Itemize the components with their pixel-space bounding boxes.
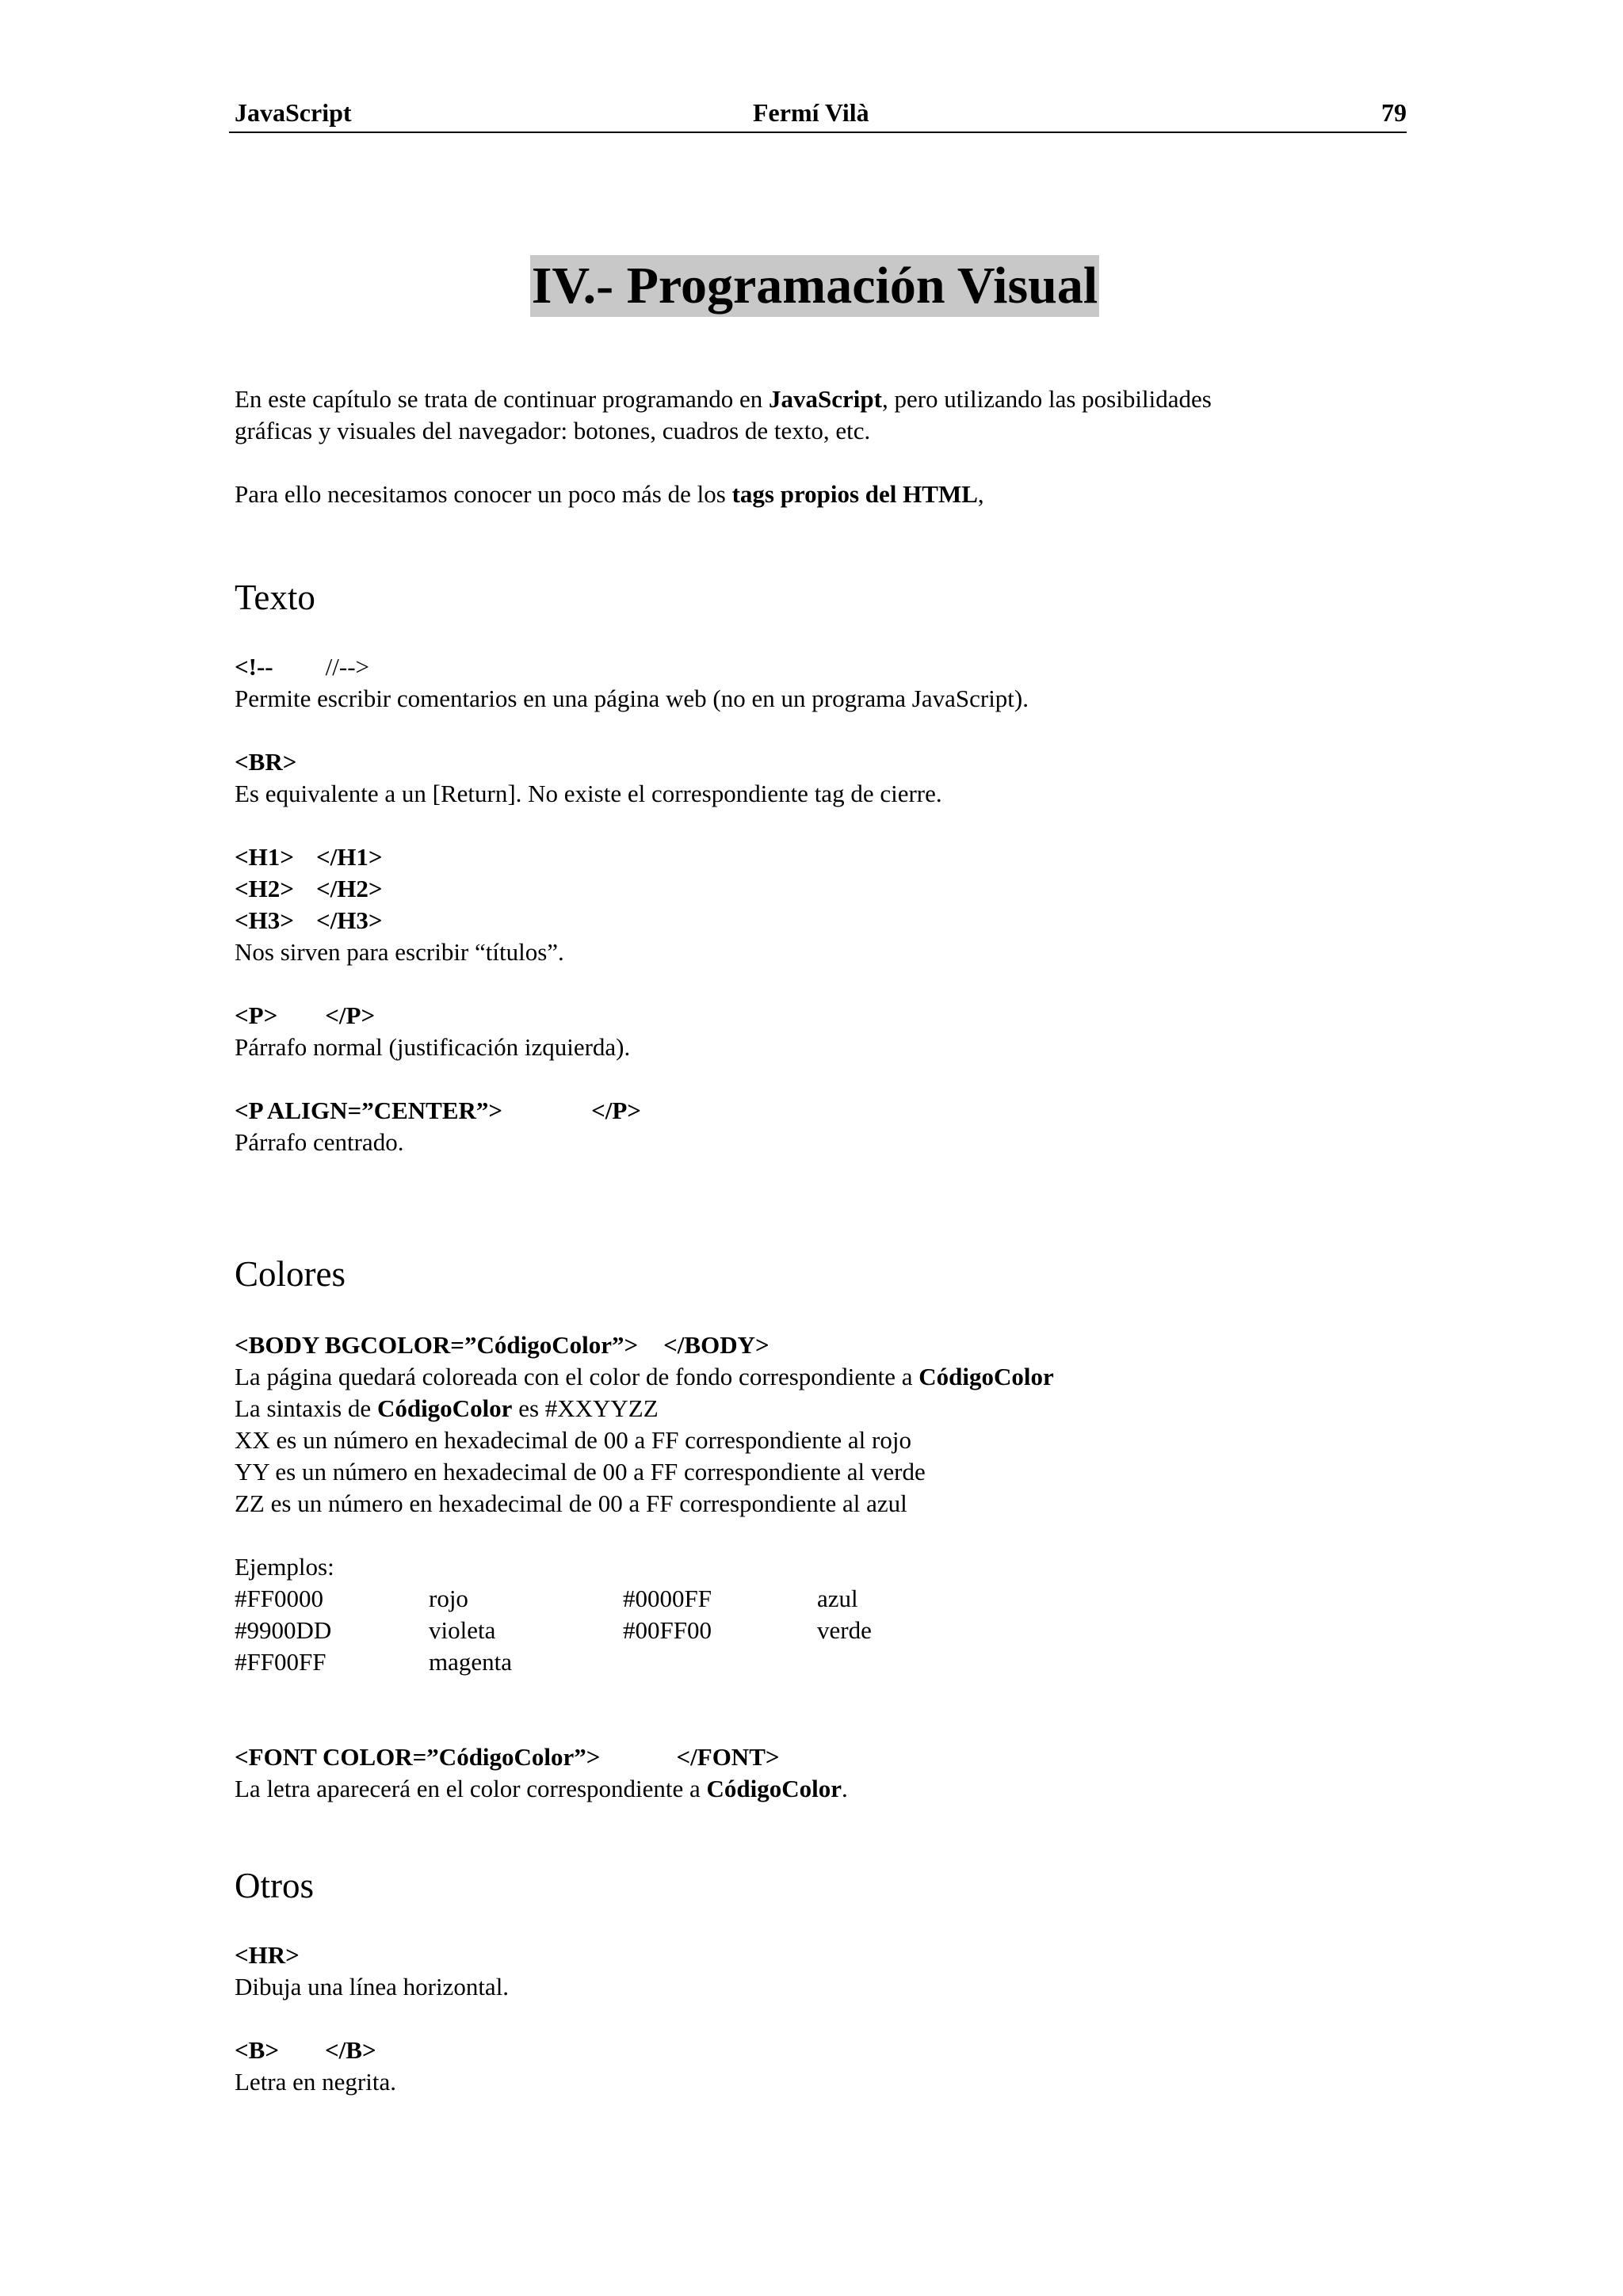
tag-open: <HR> — [235, 1941, 300, 1969]
example-code: #00FF00 — [623, 1616, 712, 1644]
tag-desc: Párrafo centrado. — [235, 1128, 404, 1156]
intro-bold: JavaScript — [769, 385, 882, 413]
example-color-name: verde — [817, 1616, 872, 1644]
tag-open: <B> — [235, 2036, 280, 2064]
tag-close: </P> — [591, 1097, 641, 1124]
intro-text: En este capítulo se trata de continuar programando en — [235, 385, 769, 413]
tag-desc: Dibuja una línea horizontal. — [235, 1973, 510, 2000]
tag-body-bgcolor — [235, 1329, 1054, 1520]
intro2-text: Para ello necesitamos conocer un poco más de los — [235, 480, 732, 508]
text: . — [842, 1775, 848, 1802]
tag-close: </H2> — [315, 875, 383, 902]
tag-b — [235, 2035, 396, 2098]
tag-desc: Párrafo normal (justificación izquierda). — [235, 1033, 631, 1061]
tag-br — [235, 746, 942, 810]
tag-desc: Permite escribir comentarios en una página web (no en un programa JavaScript). — [235, 685, 1029, 712]
section-heading-texto: Texto — [235, 578, 315, 617]
example-code: #FF00FF — [235, 1648, 327, 1676]
tag-close: </FONT> — [676, 1743, 780, 1771]
tag-open: <FONT COLOR=”CódigoColor”> — [235, 1743, 601, 1771]
example-code: #9900DD — [235, 1616, 332, 1644]
tag-open: <P ALIGN=”CENTER”> — [235, 1097, 503, 1124]
tag-desc: Es equivalente a un [Return]. No existe el correspondiente tag de cierre. — [235, 780, 942, 807]
tag-open: <H1> — [235, 843, 294, 871]
example-color-name: azul — [817, 1585, 858, 1612]
section-heading-otros: Otros — [235, 1866, 314, 1905]
header-rule — [229, 132, 1407, 133]
tag-p — [235, 1000, 630, 1063]
header-author: Fermí Vilà — [753, 98, 869, 127]
tag-desc: Nos sirven para escribir “títulos”. — [235, 938, 564, 966]
tag-font-color — [235, 1741, 848, 1805]
section-heading-colores: Colores — [235, 1254, 346, 1294]
tag-hr — [235, 1939, 509, 2003]
tag-open: <H2> — [235, 875, 294, 902]
examples-label: Ejemplos: — [235, 1553, 334, 1581]
tag-open: <H3> — [235, 906, 294, 934]
intro-paragraph — [235, 383, 1212, 447]
tag-open: <BR> — [235, 748, 297, 776]
tag-close: </P> — [325, 1001, 376, 1029]
page-number: 79 — [1381, 98, 1407, 127]
bold-term: CódigoColor — [918, 1363, 1054, 1390]
intro-text: , pero utilizando las posibilidades — [881, 385, 1212, 413]
tag-close: </H3> — [315, 906, 383, 934]
hex-red-desc: XX es un número en hexadecimal de 00 a FF correspondiente al rojo — [235, 1426, 911, 1454]
text: La sintaxis de — [235, 1394, 377, 1422]
example-row — [235, 1583, 1186, 1615]
tag-close: </BODY> — [663, 1331, 769, 1359]
tag-headings — [235, 841, 564, 968]
text: La letra aparecerá en el color correspondiente a — [235, 1775, 707, 1802]
tag-close: </H1> — [315, 843, 383, 871]
example-color-name: magenta — [429, 1648, 513, 1676]
intro2-bold: tags propios del HTML — [731, 480, 978, 508]
example-code: #FF0000 — [235, 1585, 323, 1612]
intro-paragraph-2 — [235, 479, 984, 510]
bold-term: CódigoColor — [706, 1775, 842, 1802]
tag-desc: Letra en negrita. — [235, 2068, 396, 2096]
intro2-text: , — [977, 480, 984, 508]
tag-open: <BODY BGCOLOR=”CódigoColor”> — [235, 1331, 639, 1359]
example-row — [235, 1615, 1186, 1646]
chapter-title: IV.- Programación Visual — [530, 255, 1099, 317]
example-row — [235, 1646, 1186, 1678]
tag-comment — [235, 651, 1029, 715]
tag-close: </B> — [325, 2036, 376, 2064]
hex-green-desc: YY es un número en hexadecimal de 00 a FF correspondiente al verde — [235, 1458, 926, 1486]
color-examples — [235, 1551, 1186, 1678]
tag-open: <P> — [235, 1001, 278, 1029]
header-left: JavaScript — [235, 98, 352, 127]
text: es #XXYYZZ — [512, 1394, 659, 1422]
example-color-name: rojo — [429, 1585, 468, 1612]
example-color-name: violeta — [429, 1616, 496, 1644]
hex-blue-desc: ZZ es un número en hexadecimal de 00 a FF correspondiente al azul — [235, 1489, 907, 1517]
bold-term: CódigoColor — [376, 1394, 513, 1422]
tag-p-center — [235, 1095, 641, 1158]
example-code: #0000FF — [623, 1585, 712, 1612]
intro-text-line2: gráficas y visuales del navegador: botones, cuadros de texto, etc. — [235, 417, 871, 444]
text: La página quedará coloreada con el color de fondo correspondiente a — [235, 1363, 919, 1390]
tag-close: //--> — [325, 653, 369, 681]
tag-open: <!-- — [235, 653, 273, 681]
